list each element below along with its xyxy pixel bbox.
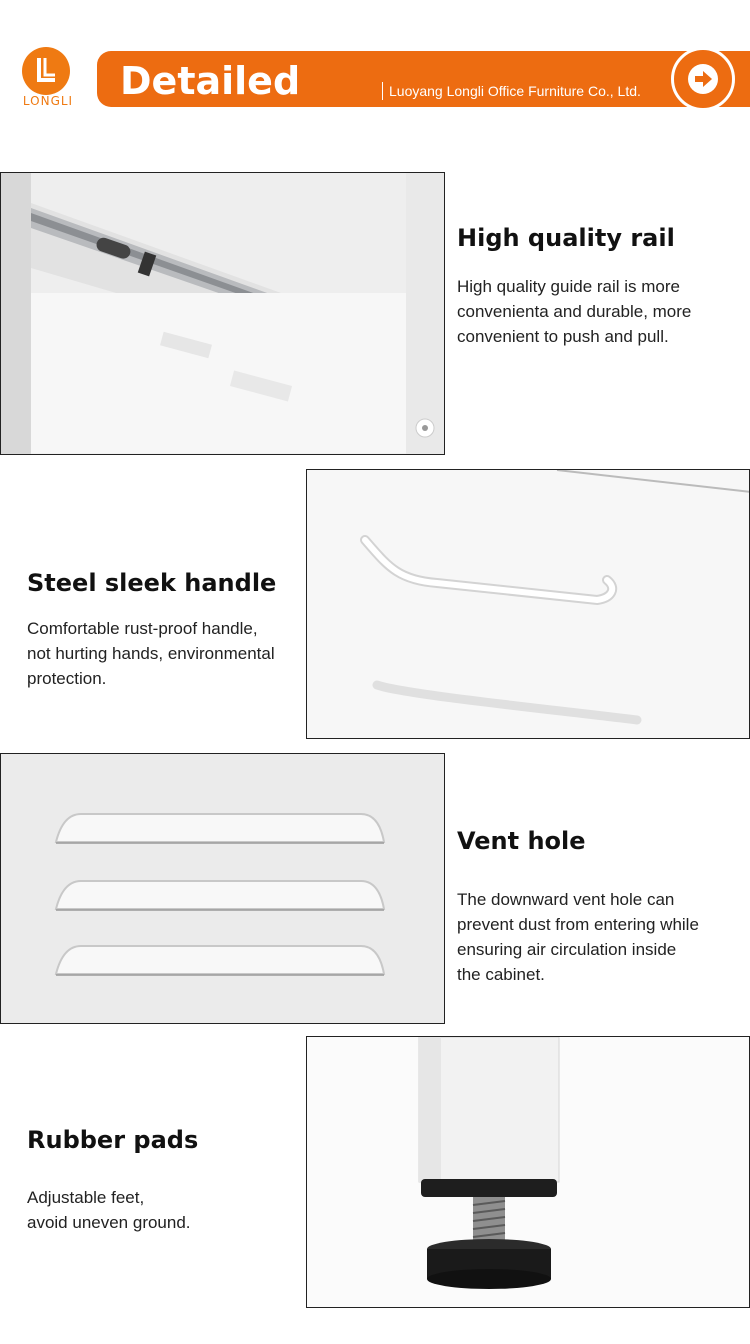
page-title: Detailed [120,59,301,103]
handle-photo [306,469,750,739]
feature-desc-feet [27,1185,191,1235]
vent-photo [0,753,445,1024]
company-name: Luoyang Longli Office Furniture Co., Ltd. [382,82,641,100]
feature-heading-vent: Vent hole [457,827,586,855]
desc-line: ensuring air circulation inside [457,940,677,959]
desc-line: Adjustable feet, [27,1188,145,1207]
desc-line: avoid uneven ground. [27,1213,191,1232]
desc-line: Comfortable rust-proof handle, [27,619,258,638]
feature-desc-vent [457,887,699,987]
desc-line: convenienta and durable, more [457,302,692,321]
desc-line: prevent dust from entering while [457,915,699,934]
desc-line: The downward vent hole can [457,890,675,909]
feature-heading-handle: Steel sleek handle [27,569,277,597]
logo-icon [22,47,70,95]
desc-line: not hurting hands, environmental [27,644,275,663]
feature-desc-rail [457,274,691,349]
feet-photo [306,1036,750,1308]
rail-photo [0,172,445,455]
feature-heading-feet: Rubber pads [27,1126,199,1154]
desc-line: High quality guide rail is more [457,277,680,296]
next-button[interactable] [671,47,735,111]
logo-text: LONGLI [22,94,74,108]
desc-line: convenient to push and pull. [457,327,669,346]
feature-heading-rail: High quality rail [457,224,675,252]
desc-line: protection. [27,669,107,688]
feature-desc-handle [27,616,275,691]
arrow-right-icon [674,50,732,108]
desc-line: the cabinet. [457,965,545,984]
